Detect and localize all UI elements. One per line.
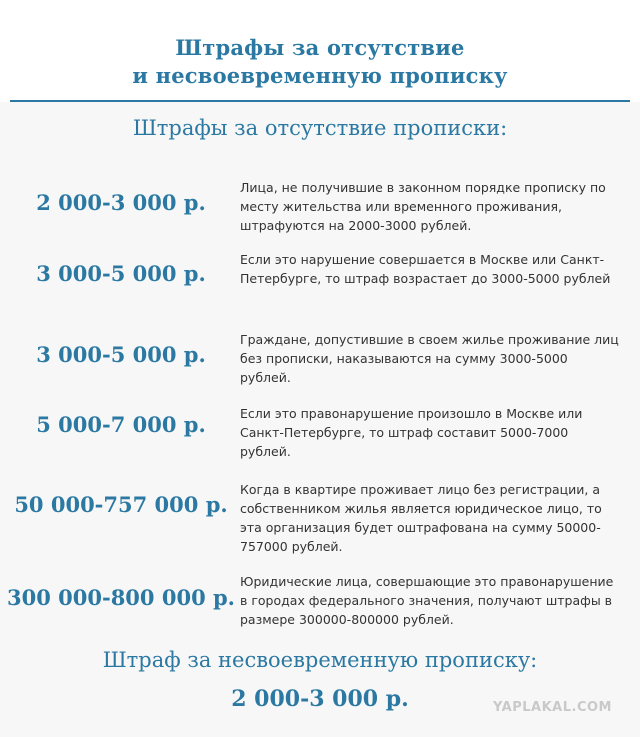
fine-amount: 3 000-5 000 р. [36,261,206,286]
header [0,0,640,102]
watermark-logo: YAPLAKAL.COM [493,700,612,715]
fine-description: Лица, не получившие в законном порядке прописку по месту жительства или временного проживания, штрафуются на 2000-3000 рублей. [240,180,606,233]
fine-description: Граждане, допустившие в своем жилье проживание лиц без прописки, наказываются на сумму 3000-5000 рублей. [240,332,619,385]
fine-description: Когда в квартире проживает лицо без регистрации, а собственником жилья является юридическое лицо, то эта организация будет оштрафована на сумму 50000-757000 рублей. [240,482,602,554]
section-title-late: Штраф за несвоевременную прописку: [102,648,538,672]
fine-description: Если это правонарушение произошло в Москве или Санкт-Петербурге, то штраф составит 5000-7000 рублей. [240,406,583,459]
content-panel [0,102,640,737]
fine-amount: 50 000-757 000 р. [14,492,228,517]
fine-amount: 2 000-3 000 р. [36,190,206,215]
fine-amount: 5 000-7 000 р. [36,412,206,437]
section-title-absence: Штрафы за отсутствие прописки: [132,116,508,140]
fine-description: Если это нарушение совершается в Москве или Санкт-Петербурге, то штраф возрастает до 3000-5000 рублей [240,252,611,286]
late-fine-amount: 2 000-3 000 р. [231,686,409,712]
fine-amount: 300 000-800 000 р. [7,585,235,610]
page-title-line-2: и несвоевременную прописку [132,63,508,88]
fine-description: Юридические лица, совершающие это правонарушение в городах федерального значения, получают штрафы в размере 300000-800000 рублей. [240,574,614,627]
fine-amount: 3 000-5 000 р. [36,342,206,367]
page-title [0,34,640,90]
page-title-line-1: Штрафы за отсутствие [175,35,465,60]
